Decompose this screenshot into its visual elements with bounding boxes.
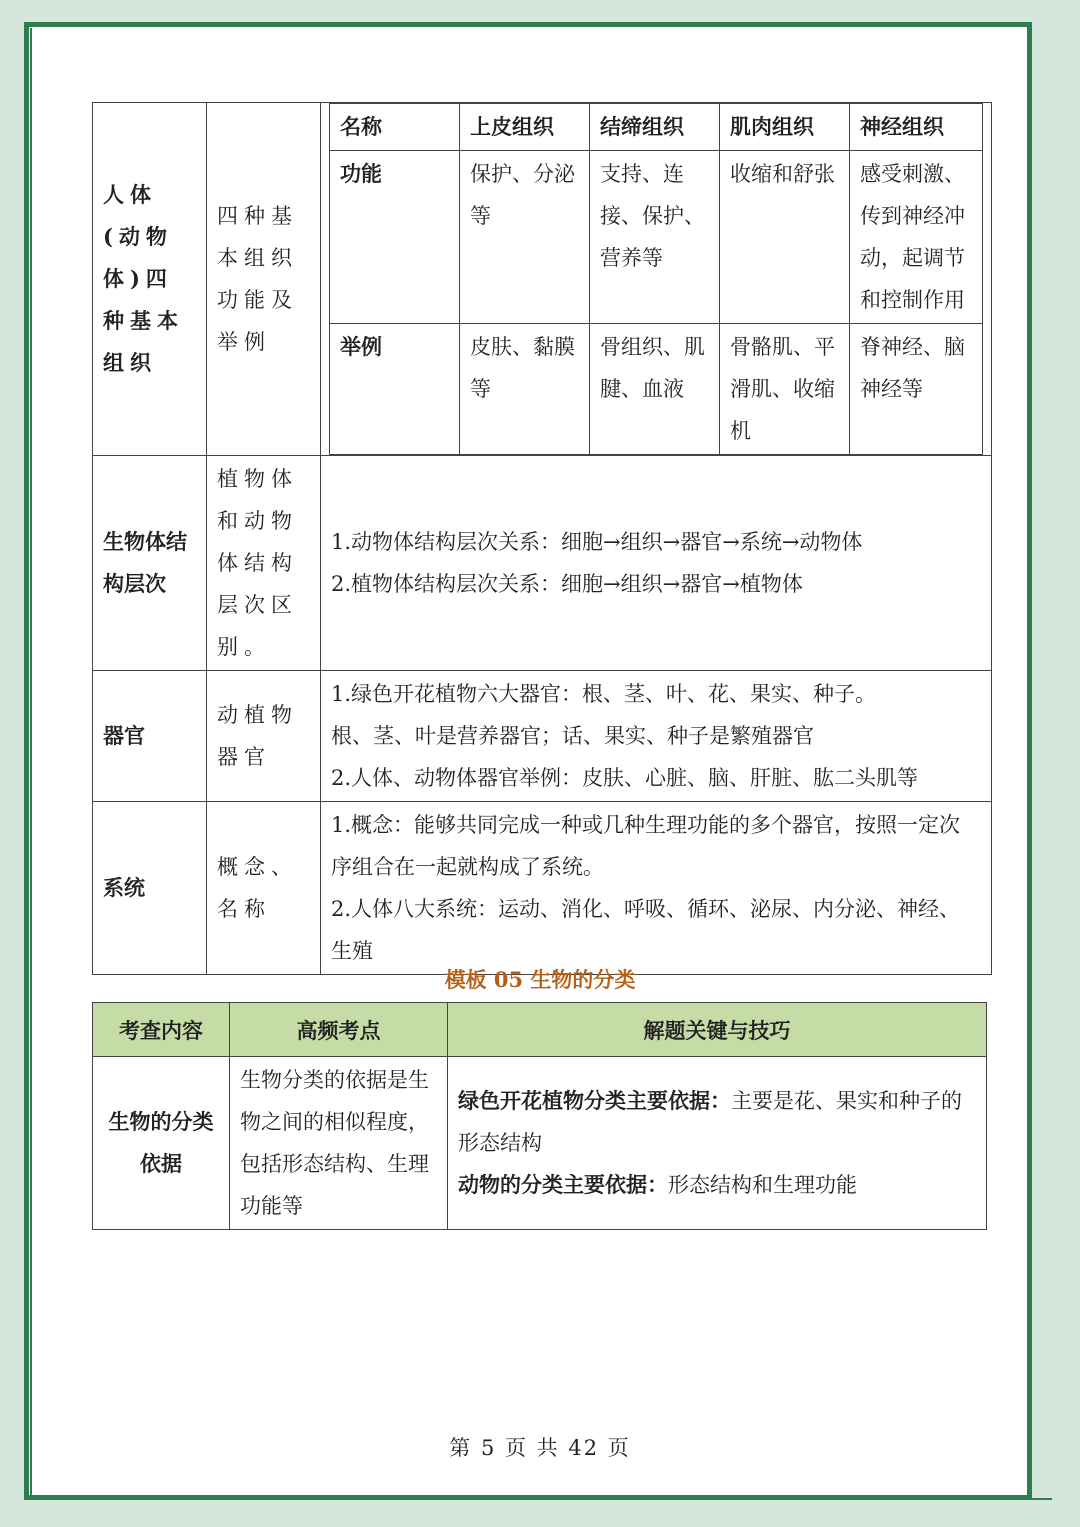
section-title: 模板 05 生物的分类 [444,967,636,992]
tissue-function-row [330,151,983,324]
table-row [93,456,992,671]
table-header-row [93,1003,987,1057]
example-label: 举例 [330,324,460,455]
point-cell: 生物分类的依据是生物之间的相似程度，包括形态结构、生理功能等 [230,1057,448,1230]
row-point: 四种基本组织功能及举例 [207,103,321,456]
example-cell: 皮肤、黏膜等 [460,324,590,455]
detail-line: 2.植物体结构层次关系：细胞→组织→器官→植物体 [331,572,803,596]
tissue-header: 结缔组织 [590,104,720,151]
tissue-example-row [330,324,983,455]
tissue-header-row [330,104,983,151]
classification-table [92,1002,987,1230]
row-detail [321,456,992,671]
detail-line: 1.绿色开花植物六大器官：根、茎、叶、花、果实、种子。 [331,682,877,706]
column-header: 高频考点 [230,1003,448,1057]
row-category: 生物体结构层次 [93,456,207,671]
row-detail [321,671,992,802]
detail-line: 根、茎、叶是营养器官；话、果实、种子是繁殖器官 [331,724,814,748]
key-text: 主要是花、果实和种子的形态结构 [458,1089,962,1155]
content-cell: 生物的分类依据 [93,1057,230,1230]
row-point: 动植物器官 [207,671,321,802]
detail-line: 1.概念：能够共同完成一种或几种生理功能的多个器官，按照一定次序组合在一起就构成了系统。 [331,813,961,879]
row-category: 系统 [93,802,207,975]
function-cell: 感受刺激、传到神经冲动，起调节和控制作用 [850,151,983,324]
detail-line: 2.人体八大系统：运动、消化、呼吸、循环、泌尿、内分泌、神经、生殖 [331,897,961,963]
knowledge-table [92,102,992,975]
tissue-table [329,103,983,455]
page-footer: 第 5 页 共 42 页 [449,1436,631,1460]
detail-line: 1.动物体结构层次关系：细胞→组织→器官→系统→动物体 [331,530,863,554]
tissue-header: 神经组织 [850,104,983,151]
function-cell: 支持、连接、保护、营养等 [590,151,720,324]
example-cell: 骨骼肌、平滑肌、收缩机 [720,324,850,455]
row-category: 人体(动物体)四种基本组织 [93,103,207,456]
row-point: 概念、名称 [207,802,321,975]
column-header: 考查内容 [93,1003,230,1057]
example-cell: 脊神经、脑神经等 [850,324,983,455]
detail-line: 2.人体、动物体器官举例：皮肤、心脏、脑、肝脏、肱二头肌等 [331,766,919,790]
key-label: 动物的分类主要依据： [458,1172,668,1197]
table-row [93,802,992,975]
row-category: 器官 [93,671,207,802]
table-row [93,103,992,456]
key-cell [448,1057,987,1230]
tissue-header: 上皮组织 [460,104,590,151]
key-line [458,1164,976,1206]
table-row [93,671,992,802]
column-header: 解题关键与技巧 [448,1003,987,1057]
function-cell: 收缩和舒张 [720,151,850,324]
tissue-header: 名称 [330,104,460,151]
row-point: 植物体和动物体结构层次区别。 [207,456,321,671]
key-label: 绿色开花植物分类主要依据： [458,1088,731,1113]
table-row [93,1057,987,1230]
example-cell: 骨组织、肌腱、血液 [590,324,720,455]
function-cell: 保护、分泌等 [460,151,590,324]
key-line [458,1080,976,1164]
key-text: 形态结构和生理功能 [668,1173,857,1197]
tissue-header: 肌肉组织 [720,104,850,151]
tissue-cell [321,103,992,456]
function-label: 功能 [330,151,460,324]
row-detail [321,802,992,975]
